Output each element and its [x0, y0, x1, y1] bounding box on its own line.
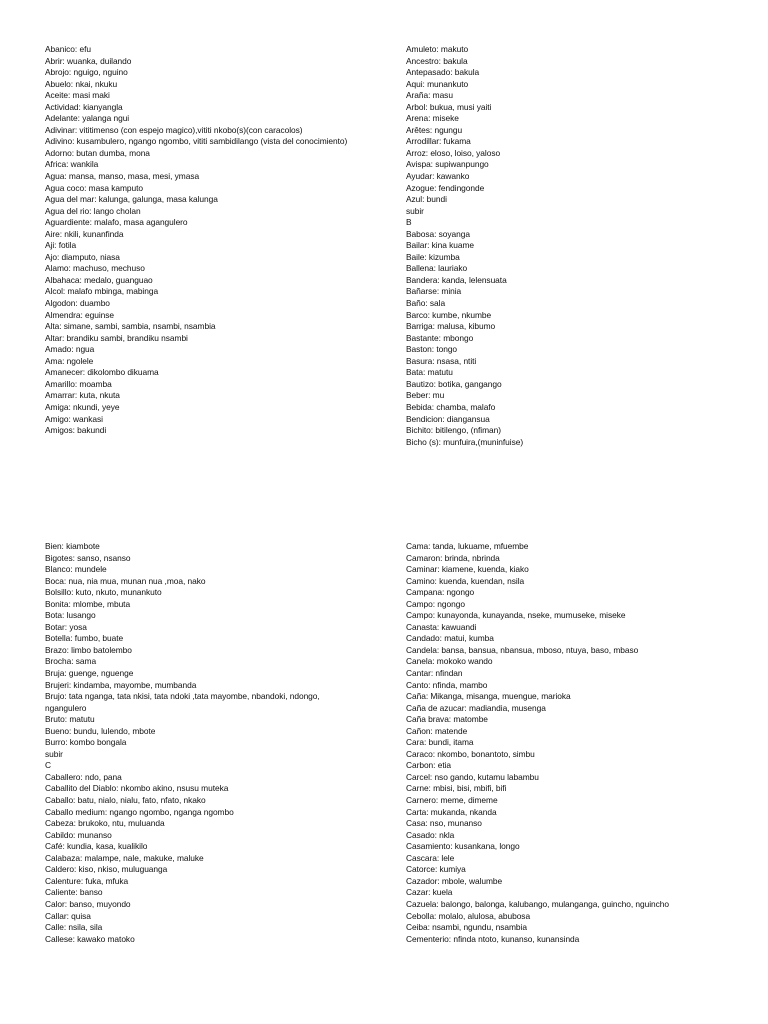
glossary-entry: Carnero: meme, dimeme [406, 795, 498, 806]
glossary-entry: Abrojo: nguigo, nguino [45, 67, 128, 78]
glossary-entry: Burro: kombo bongala [45, 737, 127, 748]
glossary-entry: Brocha: sama [45, 656, 97, 667]
glossary-entry: Agua del rio: lango cholan [45, 205, 141, 216]
glossary-entry: Amigos: bakundi [45, 425, 107, 436]
glossary-entry: Bandera: kanda, lelensuata [406, 274, 507, 285]
glossary-entry: Cazuela: balongo, balonga, kalubango, mulanganga, guincho, nguincho [406, 898, 669, 909]
glossary-entry: Calenture: fuka, mfuka [45, 875, 129, 886]
glossary-entry: Almendra: eguinse [45, 309, 114, 320]
glossary-entry: Agua: mansa, manso, masa, mesi, ymasa [45, 171, 200, 182]
glossary-entry: Blanco: mundele [45, 564, 107, 575]
glossary-entry: Caballo medium: ngango ngombo, nganga ngombo [45, 806, 234, 817]
glossary-entry: B [406, 217, 412, 228]
glossary-entry: Cabildo: munanso [45, 829, 112, 840]
glossary-entry: Canto: nfinda, mambo [406, 679, 488, 690]
glossary-entry: Agua coco: masa kamputo [45, 182, 144, 193]
glossary-entry: Ajo: diamputo, niasa [45, 251, 120, 262]
glossary-entry: Bailar: kina kuame [406, 240, 474, 251]
glossary-entry: Arena: miseke [406, 113, 459, 124]
glossary-entry: Actividad: kianyangla [45, 101, 123, 112]
glossary-entry: Bolsillo: kuto, nkuto, munankuto [45, 587, 162, 598]
glossary-entry: Café: kundia, kasa, kualikilo [45, 841, 148, 852]
glossary-entry: Bautizo: botika, gangango [406, 378, 502, 389]
glossary-column-top-left [45, 44, 363, 437]
glossary-entry: Canela: mokoko wando [406, 656, 493, 667]
glossary-entry: Cara: bundi, itama [406, 737, 474, 748]
glossary-entry: Caliente: banso [45, 887, 103, 898]
glossary-entry: Basura: nsasa, ntiti [406, 355, 477, 366]
glossary-entry: Babosa: soyanga [406, 228, 470, 239]
glossary-entry: Algodon: duambo [45, 298, 110, 309]
glossary-entry: Cazador: mbole, walumbe [406, 875, 503, 886]
glossary-entry: Carbon: etia [406, 760, 452, 771]
glossary-entry: Bastante: mbongo [406, 332, 474, 343]
glossary-column-bottom-right [406, 541, 724, 945]
glossary-entry: Brujo: tata nganga, tata nkisi, tata ndoki ,tata mayombe, nbandoki, ndongo, ngangulero [45, 691, 320, 713]
glossary-entry: Aqui: munankuto [406, 78, 469, 89]
glossary-entry: Aceite: masi maki [45, 90, 110, 101]
glossary-entry: Africa: wankila [45, 159, 99, 170]
glossary-entry: Agua del mar: kalunga, galunga, masa kalunga [45, 194, 218, 205]
glossary-entry: Amarrar: kuta, nkuta [45, 390, 120, 401]
glossary-entry: Abanico: efu [45, 44, 91, 54]
glossary-entry: Ballena: lauriako [406, 263, 468, 274]
glossary-entry: Cazar: kuela [406, 887, 453, 898]
glossary-entry: Abuelo: nkai, nkuku [45, 78, 118, 89]
glossary-entry: Aire: nkili, kunanfinda [45, 228, 124, 239]
glossary-entry: Baño: sala [406, 298, 446, 309]
glossary-entry: C [45, 760, 51, 771]
glossary-entry: Alcol: malafo mbinga, mabinga [45, 286, 159, 297]
glossary-entry: Candela: bansa, bansua, nbansua, mboso, ntuya, baso, mbaso [406, 644, 639, 655]
glossary-entry: Aji: fotila [45, 240, 77, 251]
glossary-entry: Ancestro: bakula [406, 55, 468, 66]
glossary-entry: Casado: nkla [406, 829, 455, 840]
glossary-entry: Botella: fumbo, buate [45, 633, 124, 644]
glossary-entry: Cañon: matende [406, 725, 468, 736]
glossary-entry: Caldero: kiso, nkiso, muluguanga [45, 864, 168, 875]
glossary-entry: Alamo: machuso, mechuso [45, 263, 145, 274]
glossary-entry: Abrir: wuanka, duilando [45, 55, 132, 66]
glossary-entry: Camaron: brinda, nbrinda [406, 552, 500, 563]
glossary-entry: Adelante: yalanga ngui [45, 113, 130, 124]
glossary-entry: Campo: kunayonda, kunayanda, nseke, mumuseke, miseke [406, 610, 626, 621]
glossary-entry: Cascara: lele [406, 852, 455, 863]
glossary-entry: Bueno: bundu, lulendo, mbote [45, 725, 156, 736]
glossary-entry: Amigo: wankasi [45, 413, 103, 424]
glossary-entry: subir [406, 205, 424, 216]
glossary-entry: Amarillo: moamba [45, 378, 112, 389]
glossary-entry: Bichito: bitilengo, (nfiman) [406, 425, 501, 436]
glossary-entry: Caña: Mikanga, misanga, muengue, marioka [406, 691, 571, 702]
glossary-entry: Bota: lusango [45, 610, 96, 621]
glossary-entry: Albahaca: medalo, guanguao [45, 274, 153, 285]
glossary-entry: Calabaza: malampe, nale, makuke, maluke [45, 852, 204, 863]
glossary-entry: Caballero: ndo, pana [45, 771, 122, 782]
glossary-entry: Bendicion: diangansua [406, 413, 490, 424]
glossary-entry: Ama: ngolele [45, 355, 94, 366]
glossary-entry: Alta: simane, sambi, sambia, nsambi, nsambia [45, 321, 216, 332]
glossary-entry: Caña brava: matombe [406, 714, 488, 725]
glossary-entry: Caña de azucar: madiandia, musenga [406, 702, 546, 713]
glossary-entry: Altar: brandiku sambi, brandiku nsambi [45, 332, 188, 343]
glossary-entry: Arbol: bukua, musi yaiti [406, 101, 492, 112]
glossary-entry: Carta: mukanda, nkanda [406, 806, 497, 817]
glossary-entry: Ayudar: kawanko [406, 171, 470, 182]
glossary-entry: Barriga: malusa, kibumo [406, 321, 496, 332]
glossary-entry: Caballito del Diablo: nkombo akino, nsusu muteka [45, 783, 229, 794]
glossary-entry: Bañarse: minia [406, 286, 462, 297]
glossary-entry: Bonita: mlombe, mbuta [45, 598, 131, 609]
glossary-entry: Barco: kumbe, nkumbe [406, 309, 492, 320]
glossary-entry: Baston: tongo [406, 344, 458, 355]
glossary-entry: Carcel: nso gando, kutamu labambu [406, 771, 539, 782]
glossary-entry: subir [45, 748, 63, 759]
glossary-entry: Callese: kawako matoko [45, 933, 135, 944]
glossary-entry: Amado: ngua [45, 344, 95, 355]
glossary-entry: Bebida: chamba, malafo [406, 401, 496, 412]
glossary-entry: Cantar: nfindan [406, 668, 463, 679]
glossary-entry: Arroz: eloso, loiso, yaloso [406, 147, 501, 158]
glossary-entry: Boca: nua, nia mua, munan nua ,moa, nako [45, 575, 206, 586]
glossary-entry: Cama: tanda, lukuame, mfuembe [406, 541, 529, 551]
glossary-entry: Casa: nso, munanso [406, 818, 482, 829]
glossary-entry: Bruja: guenge, nguenge [45, 668, 134, 679]
glossary-entry: Calle: nsila, sila [45, 922, 103, 933]
glossary-entry: Bata: matutu [406, 367, 453, 378]
glossary-column-bottom-left [45, 541, 363, 945]
glossary-entry: Campana: ngongo [406, 587, 475, 598]
glossary-entry: Campo: ngongo [406, 598, 465, 609]
glossary-entry: Beber: mu [406, 390, 445, 401]
glossary-entry: Bien: kiambote [45, 541, 100, 551]
glossary-entry: Amiga: nkundi, yeye [45, 401, 120, 412]
glossary-entry: Carne: mbisi, bisi, mbifi, bifi [406, 783, 507, 794]
glossary-entry: Amanecer: dikolombo dikuama [45, 367, 159, 378]
glossary-entry: Caminar: kiamene, kuenda, kiako [406, 564, 529, 575]
glossary-entry: Cabeza: brukoko, ntu, muluanda [45, 818, 165, 829]
glossary-entry: Bruto: matutu [45, 714, 95, 725]
glossary-entry: Azogue: fendingonde [406, 182, 485, 193]
glossary-entry: Cebolla: molalo, alulosa, abubosa [406, 910, 531, 921]
glossary-entry: Brazo: limbo batolembo [45, 644, 132, 655]
glossary-entry: Azul: bundi [406, 194, 447, 205]
glossary-entry: Cementerio: nfinda ntoto, kunanso, kunansinda [406, 933, 580, 944]
glossary-entry: Canasta: kawuandi [406, 621, 477, 632]
glossary-entry: Arêtes: ngungu [406, 124, 463, 135]
glossary-entry: Bicho (s): munfuira,(muninfuise) [406, 436, 524, 447]
glossary-entry: Bigotes: sanso, nsanso [45, 552, 131, 563]
glossary-entry: Adorno: butan dumba, mona [45, 147, 150, 158]
glossary-entry: Casamiento: kusankana, longo [406, 841, 520, 852]
glossary-entry: Caballo: batu, nialo, nialu, fato, nfato, nkako [45, 795, 206, 806]
glossary-entry: Camino: kuenda, kuendan, nsila [406, 575, 525, 586]
glossary-entry: Amuleto: makuto [406, 44, 469, 54]
glossary-column-top-right [406, 44, 724, 448]
glossary-entry: Arrodillar: fukama [406, 136, 471, 147]
glossary-entry: Callar: quisa [45, 910, 91, 921]
glossary-entry: Caraco: nkombo, bonantoto, simbu [406, 748, 535, 759]
glossary-entry: Brujeri: kindamba, mayombe, mumbanda [45, 679, 197, 690]
glossary-entry: Candado: matui, kumba [406, 633, 494, 644]
glossary-entry: Adivinar: vititimenso (con espejo magico),vititi nkobo(s)(con caracolos) [45, 124, 303, 135]
glossary-entry: Antepasado: bakula [406, 67, 480, 78]
glossary-entry: Baile: kizumba [406, 251, 460, 262]
glossary-entry: Calor: banso, muyondo [45, 898, 131, 909]
glossary-entry: Araña: masu [406, 90, 453, 101]
glossary-entry: Aguardiente: malafo, masa agangulero [45, 217, 188, 228]
glossary-entry: Avispa: supiwanpungo [406, 159, 489, 170]
glossary-entry: Catorce: kumiya [406, 864, 466, 875]
glossary-entry: Botar: yosa [45, 621, 87, 632]
glossary-entry: Adivino: kusambulero, ngango ngombo, vititi sambidilango (vista del conocimiento) [45, 136, 348, 147]
glossary-entry: Ceiba: nsambi, ngundu, nsambia [406, 922, 527, 933]
